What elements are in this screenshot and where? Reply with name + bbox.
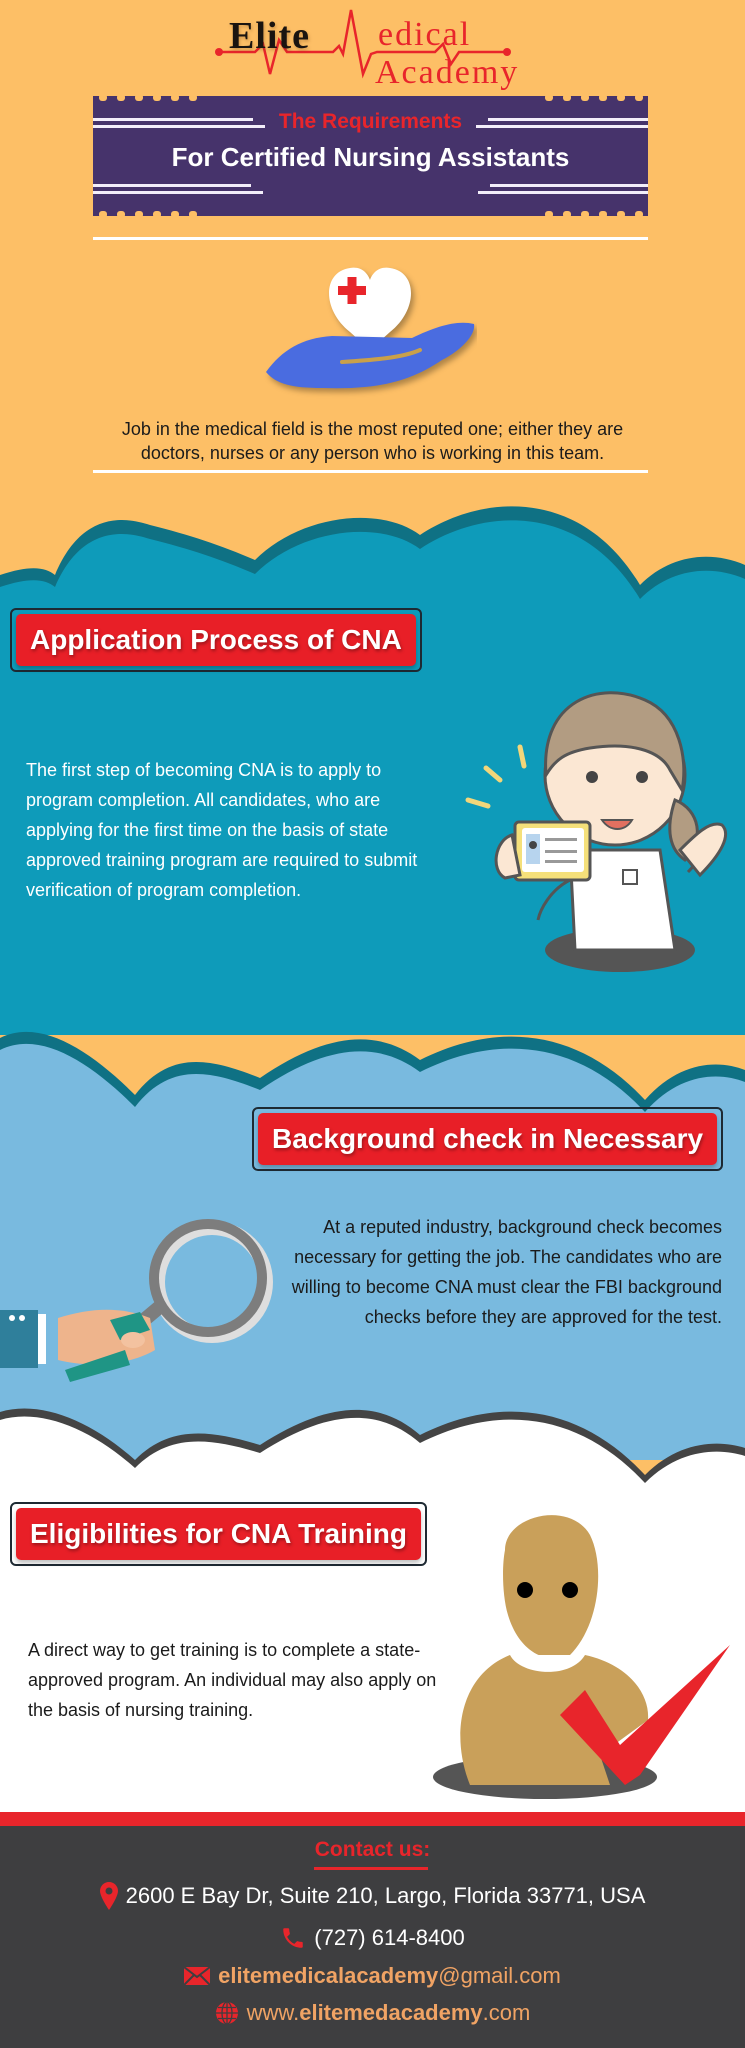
envelope-icon (184, 1967, 210, 1985)
banner-rule (93, 184, 251, 187)
magnifying-glass-hand-icon (0, 1200, 290, 1400)
section-title-background-check: Background check in Necessary (252, 1107, 723, 1171)
globe-icon (215, 2001, 239, 2025)
banner-notch-top (93, 94, 648, 104)
footer-accent-bar (0, 1812, 745, 1826)
nurse-with-id-card-icon (460, 660, 745, 980)
divider (93, 470, 648, 473)
website-url[interactable]: www.elitemedacademy.com (246, 2000, 531, 2025)
banner-subtitle: The Requirements (278, 110, 463, 133)
banner-title: For Certified Nursing Assistants (171, 142, 570, 172)
contact-underline (314, 1867, 428, 1870)
map-pin-icon (100, 1882, 118, 1910)
logo-word-elite: Elite (229, 15, 310, 57)
address-row (0, 1882, 745, 1910)
section-text-background-check: At a reputed industry, background check becomes necessary for getting the job. The candidates who are willing to become CNA must clear the FBI background checks before they are approved for the test. (291, 1217, 722, 1327)
person-checkmark-icon (410, 1505, 745, 1805)
section-text-eligibilities: A direct way to get training is to complete a state-approved program. An individual may also apply on the basis of nursing training. (28, 1640, 437, 1720)
website-row[interactable] (0, 2000, 745, 2026)
contact-footer (0, 1812, 745, 2048)
logo-word-academy: Academy (375, 54, 520, 91)
phone-icon (280, 1925, 306, 1951)
section-text-application: The first step of becoming CNA is to apply to program completion. All candidates, who are applying for the first time on the basis of state approved training program are required to submit verification of program completion. (26, 760, 418, 900)
banner-rule (490, 184, 648, 187)
section-title-eligibilities: Eligibilities for CNA Training (10, 1502, 427, 1566)
address-text: 2600 E Bay Dr, Suite 210, Largo, Florida 33771, USA (125, 1883, 646, 1908)
phone-number: (727) 614-8400 (314, 1925, 465, 1950)
contact-heading: Contact us: (314, 1838, 431, 1861)
logo (215, 4, 520, 92)
section-title-application: Application Process of CNA (10, 608, 422, 672)
title-banner (93, 94, 648, 218)
divider (93, 237, 648, 240)
banner-rule (93, 191, 263, 194)
phone-row[interactable] (0, 1925, 745, 1951)
banner-rule (478, 191, 648, 194)
email-row[interactable] (0, 1963, 745, 1989)
heart-in-hand-icon (262, 250, 477, 400)
logo-word-medical: edical (378, 16, 472, 53)
intro-text: Job in the medical field is the most reputed one; either they are doctors, nurses or any person who is working in this team. (121, 419, 624, 463)
banner-notch-bottom (93, 208, 648, 218)
email-address[interactable]: elitemedicalacademy@gmail.com (218, 1963, 561, 1988)
